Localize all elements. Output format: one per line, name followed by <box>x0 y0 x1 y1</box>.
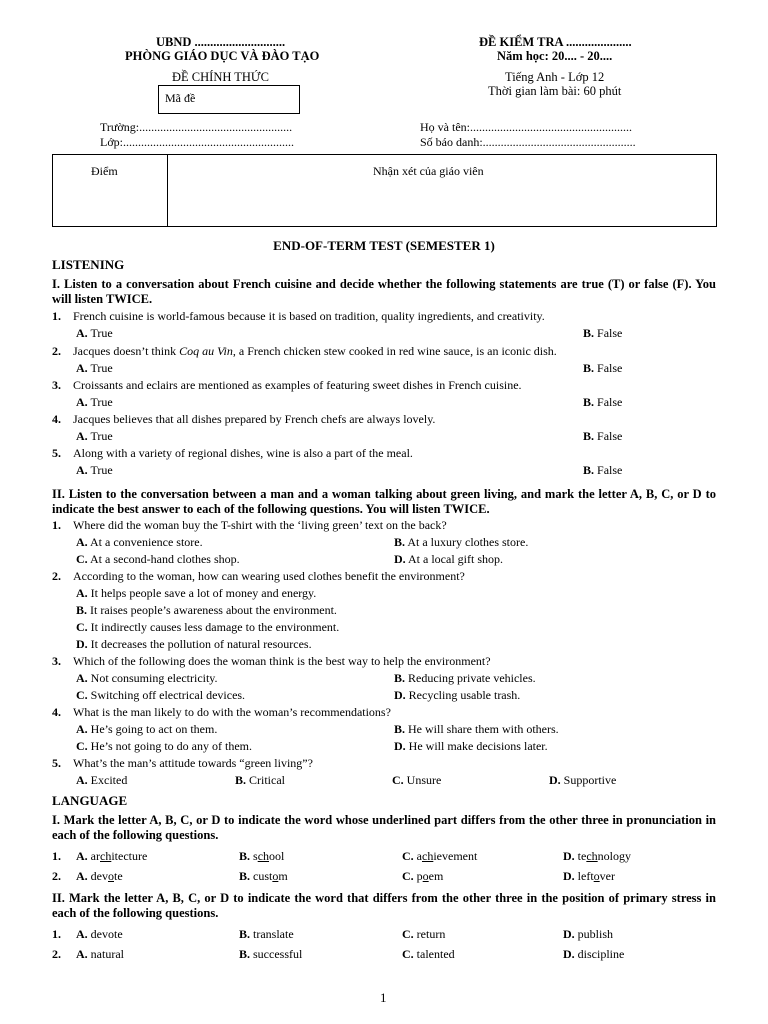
option-letter: C. <box>402 849 414 863</box>
option-letter: B. <box>394 722 406 736</box>
option-text: It raises people’s awareness about the environment. <box>90 603 337 617</box>
option-a[interactable] <box>76 535 203 550</box>
option-c[interactable] <box>402 947 455 962</box>
option-letter: C. <box>402 869 414 883</box>
option-a[interactable] <box>76 927 123 942</box>
option-letter: D. <box>394 552 406 566</box>
option-word <box>578 869 615 883</box>
option-letter: D. <box>563 947 575 961</box>
subject: Tiếng Anh - Lớp 12 <box>505 70 605 84</box>
option-d[interactable] <box>394 552 503 567</box>
option-letter: B. <box>583 326 595 340</box>
option-letter: A. <box>76 869 88 883</box>
option-text: It decreases the pollution of natural resources. <box>90 637 312 651</box>
option-b[interactable] <box>239 927 294 942</box>
option-a[interactable] <box>76 463 113 478</box>
word-part: cust <box>253 869 273 883</box>
option-letter: A. <box>76 849 88 863</box>
word-part: nology <box>597 849 632 863</box>
question-number: 2. <box>52 569 61 583</box>
option-letter: B. <box>239 849 251 863</box>
language-heading: LANGUAGE <box>52 793 128 808</box>
option-c[interactable] <box>402 849 477 864</box>
school-year: Năm học: 20.... - 20.... <box>497 49 613 63</box>
underlined-part: o <box>108 869 114 883</box>
official-label: ĐỀ CHÍNH THỨC <box>172 70 269 84</box>
option-letter: A. <box>76 463 88 477</box>
option-b[interactable] <box>394 722 559 737</box>
option-letter: A. <box>76 927 88 941</box>
question-number: 2. <box>52 869 61 883</box>
option-a[interactable] <box>76 947 124 962</box>
option-letter: A. <box>76 429 88 443</box>
option-text: False <box>597 429 623 443</box>
option-letter: C. <box>402 947 414 961</box>
question-text: Which of the following does the woman think is the best way to help the environment? <box>73 654 491 668</box>
word-part: em <box>428 869 444 883</box>
option-b[interactable] <box>76 603 337 618</box>
option-c[interactable] <box>76 620 339 635</box>
name-field: Họ và tên:...................................................... <box>420 120 632 134</box>
option-letter: B. <box>394 671 406 685</box>
option-d[interactable] <box>563 947 624 962</box>
word-part: a <box>416 849 422 863</box>
question-number: 1. <box>52 927 61 941</box>
option-letter: D. <box>394 739 406 753</box>
class-field: Lớp:......................................................... <box>100 135 295 149</box>
option-letter: C. <box>76 688 88 702</box>
question-text: Where did the woman buy the T-shirt with the ‘living green’ text on the back? <box>73 518 447 532</box>
option-b[interactable] <box>394 535 528 550</box>
exam-code-label: Mã đề <box>165 91 196 105</box>
option-letter: A. <box>76 395 88 409</box>
option-letter: B. <box>583 463 595 477</box>
option-text: Switching off electrical devices. <box>90 688 246 702</box>
question-text-part: Jacques doesn’t think <box>73 344 180 358</box>
language-part1-instruction: I. Mark the letter A, B, C, or D to indicate the word whose underlined part differs from the other three in pronunciation in each of the following questions. <box>52 813 716 842</box>
listening-heading: LISTENING <box>52 257 125 272</box>
option-word: translate <box>253 927 294 941</box>
word-part: ver <box>599 869 615 883</box>
page-number: 1 <box>380 990 387 1005</box>
option-b[interactable] <box>394 671 536 686</box>
option-word <box>417 849 478 863</box>
listening-part1-instruction: I. Listen to a conversation about French cuisine and decide whether the following statements are true (T) or false (F). You will listen TWICE. <box>52 277 716 306</box>
option-word: discipline <box>577 947 625 961</box>
underlined-part: o <box>272 869 279 883</box>
option-letter: D. <box>549 773 561 787</box>
question-text: According to the woman, how can wearing used clothes benefit the environment? <box>73 569 465 583</box>
option-letter: B. <box>583 395 595 409</box>
option-text: It helps people save a lot of money and energy. <box>90 586 317 600</box>
option-b[interactable] <box>239 947 302 962</box>
option-letter: A. <box>76 773 88 787</box>
language-part2-instruction: II. Mark the letter A, B, C, or D to indicate the word that differs from the other three in the position of primary stress in each of the following questions. <box>52 891 716 920</box>
option-text: Excited <box>90 773 128 787</box>
option-text: He’s not going to do any of them. <box>90 739 252 753</box>
option-letter: C. <box>76 552 88 566</box>
underlined-part: ch <box>586 849 598 863</box>
word-part: m <box>278 869 288 883</box>
word-part: left <box>577 869 594 883</box>
option-letter: A. <box>76 361 88 375</box>
question-number: 1. <box>52 309 61 323</box>
option-word <box>253 869 288 883</box>
header-left-line1: UBND ............................. <box>156 35 286 49</box>
word-part: itecture <box>111 849 148 863</box>
option-text: True <box>90 429 113 443</box>
underlined-part: ch <box>100 849 112 863</box>
option-letter: B. <box>239 947 251 961</box>
option-text: He will make decisions later. <box>408 739 548 753</box>
duration: Thời gian làm bài: 60 phút <box>488 84 622 98</box>
word-part: dev <box>90 869 108 883</box>
option-c[interactable] <box>402 927 445 942</box>
option-letter: B. <box>76 603 88 617</box>
underlined-part: ch <box>422 849 434 863</box>
option-word <box>91 849 148 863</box>
option-letter: B. <box>583 361 595 375</box>
option-letter: D. <box>563 869 575 883</box>
option-text: Critical <box>249 773 286 787</box>
candidate-number-field: Số báo danh:................................................... <box>420 135 636 149</box>
option-letter: B. <box>239 869 251 883</box>
option-letter: A. <box>76 586 88 600</box>
option-letter: C. <box>392 773 404 787</box>
listening-part2-instruction: II. Listen to the conversation between a man and a woman talking about green living, and mark the letter A, B, C, or D to indicate the best answer to each of the following questions. You will listen TWICE. <box>52 487 716 516</box>
option-d[interactable] <box>563 849 631 864</box>
question-text <box>73 344 557 359</box>
option-text: True <box>90 463 113 477</box>
option-b[interactable] <box>583 326 622 341</box>
option-a[interactable] <box>76 395 113 410</box>
option-d[interactable] <box>76 637 312 652</box>
option-text: At a local gift shop. <box>408 552 503 566</box>
school-field: Trường:................................................... <box>100 120 293 134</box>
question-text: What is the man likely to do with the woman’s recommendations? <box>73 705 391 719</box>
option-word <box>253 849 284 863</box>
option-a[interactable] <box>76 849 147 864</box>
question-number: 3. <box>52 378 61 392</box>
option-d[interactable] <box>563 927 613 942</box>
exam-code-box <box>158 85 300 114</box>
question-text: Croissants and eclairs are mentioned as examples of featuring sweet dishes in French cuisine. <box>73 378 522 392</box>
header-department: PHÒNG GIÁO DỤC VÀ ĐÀO TẠO <box>125 49 320 63</box>
test-title: END-OF-TERM TEST (SEMESTER 1) <box>273 238 495 253</box>
question-number: 2. <box>52 947 61 961</box>
option-c[interactable] <box>402 869 443 884</box>
option-text: True <box>90 361 113 375</box>
option-word: publish <box>577 927 614 941</box>
option-letter: C. <box>76 739 88 753</box>
question-text: What’s the man’s attitude towards “green living”? <box>73 756 313 770</box>
word-part: s <box>253 849 258 863</box>
question-number: 5. <box>52 756 61 770</box>
option-word: talented <box>416 947 455 961</box>
option-text: Recycling usable trash. <box>408 688 521 702</box>
option-letter: B. <box>239 927 251 941</box>
option-a[interactable] <box>76 869 123 884</box>
option-b[interactable] <box>235 773 285 788</box>
option-b[interactable] <box>239 849 284 864</box>
option-text: False <box>597 326 623 340</box>
question-number: 3. <box>52 654 61 668</box>
word-part: te <box>577 849 587 863</box>
question-number: 2. <box>52 344 61 358</box>
option-text: He will share them with others. <box>408 722 559 736</box>
option-text: Reducing private vehicles. <box>408 671 536 685</box>
option-a[interactable] <box>76 671 218 686</box>
option-text: True <box>90 326 113 340</box>
option-d[interactable] <box>394 688 520 703</box>
option-b[interactable] <box>583 463 622 478</box>
option-c[interactable] <box>76 688 245 703</box>
option-word: return <box>416 927 446 941</box>
question-text: Jacques believes that all dishes prepared by French chefs are always lovely. <box>73 412 436 426</box>
question-number: 4. <box>52 705 61 719</box>
underlined-part: o <box>593 869 600 883</box>
option-c[interactable] <box>76 552 240 567</box>
underlined-part: ch <box>257 849 270 863</box>
word-part: te <box>114 869 123 883</box>
option-text: Unsure <box>406 773 442 787</box>
option-text: False <box>597 463 623 477</box>
option-word <box>578 849 631 863</box>
word-part: p <box>416 869 423 883</box>
option-letter: C. <box>76 620 88 634</box>
option-d[interactable] <box>394 739 548 754</box>
option-b[interactable] <box>583 361 622 376</box>
option-letter: D. <box>76 637 88 651</box>
underlined-part: o <box>422 869 429 883</box>
option-d[interactable] <box>549 773 616 788</box>
option-text: At a luxury clothes store. <box>407 535 529 549</box>
option-a[interactable] <box>76 326 113 341</box>
option-b[interactable] <box>583 429 622 444</box>
option-text: False <box>597 361 623 375</box>
word-part: ool <box>269 849 285 863</box>
question-text-part: , a French chicken stew cooked in red wine sauce, is an iconic dish. <box>232 344 557 358</box>
question-number: 4. <box>52 412 61 426</box>
option-text: He’s going to act on them. <box>90 722 218 736</box>
option-text: At a convenience store. <box>90 535 203 549</box>
option-letter: D. <box>563 927 575 941</box>
option-letter: A. <box>76 671 88 685</box>
option-a[interactable] <box>76 361 113 376</box>
option-word <box>417 869 444 883</box>
question-text: French cuisine is world-famous because it is based on tradition, quality ingredients, and creativity. <box>73 309 545 323</box>
option-letter: A. <box>76 535 88 549</box>
option-text: Supportive <box>563 773 617 787</box>
dish-name: Coq au Vin <box>179 344 233 358</box>
question-number: 1. <box>52 518 61 532</box>
score-table <box>52 154 717 227</box>
option-text: At a second-hand clothes shop. <box>90 552 240 566</box>
option-letter: B. <box>235 773 247 787</box>
option-letter: B. <box>394 535 406 549</box>
score-label: Điểm <box>91 164 118 178</box>
score-divider <box>167 155 168 226</box>
option-b[interactable] <box>583 395 622 410</box>
header-right-line1: ĐỀ KIỂM TRA ..................... <box>479 35 632 49</box>
option-letter: D. <box>563 849 575 863</box>
option-word: natural <box>90 947 124 961</box>
option-text: Not consuming electricity. <box>90 671 218 685</box>
option-a[interactable] <box>76 773 127 788</box>
option-letter: A. <box>76 947 88 961</box>
option-letter: D. <box>394 688 406 702</box>
option-text: True <box>90 395 113 409</box>
option-c[interactable] <box>76 739 252 754</box>
option-word: devote <box>90 927 123 941</box>
teacher-comment-label: Nhận xét của giáo viên <box>373 164 484 178</box>
option-text: It indirectly causes less damage to the environment. <box>90 620 340 634</box>
question-text: Along with a variety of regional dishes, wine is also a part of the meal. <box>73 446 413 460</box>
option-word: successful <box>253 947 303 961</box>
option-c[interactable] <box>392 773 441 788</box>
option-b[interactable] <box>239 869 288 884</box>
option-word <box>91 869 123 883</box>
option-a[interactable] <box>76 429 113 444</box>
question-number: 1. <box>52 849 61 863</box>
option-letter: B. <box>583 429 595 443</box>
option-a[interactable] <box>76 586 316 601</box>
option-d[interactable] <box>563 869 615 884</box>
word-part: ar <box>90 849 100 863</box>
word-part: ievement <box>433 849 478 863</box>
option-letter: C. <box>402 927 414 941</box>
option-a[interactable] <box>76 722 217 737</box>
option-letter: A. <box>76 722 88 736</box>
option-letter: A. <box>76 326 88 340</box>
question-number: 5. <box>52 446 61 460</box>
option-text: False <box>597 395 623 409</box>
